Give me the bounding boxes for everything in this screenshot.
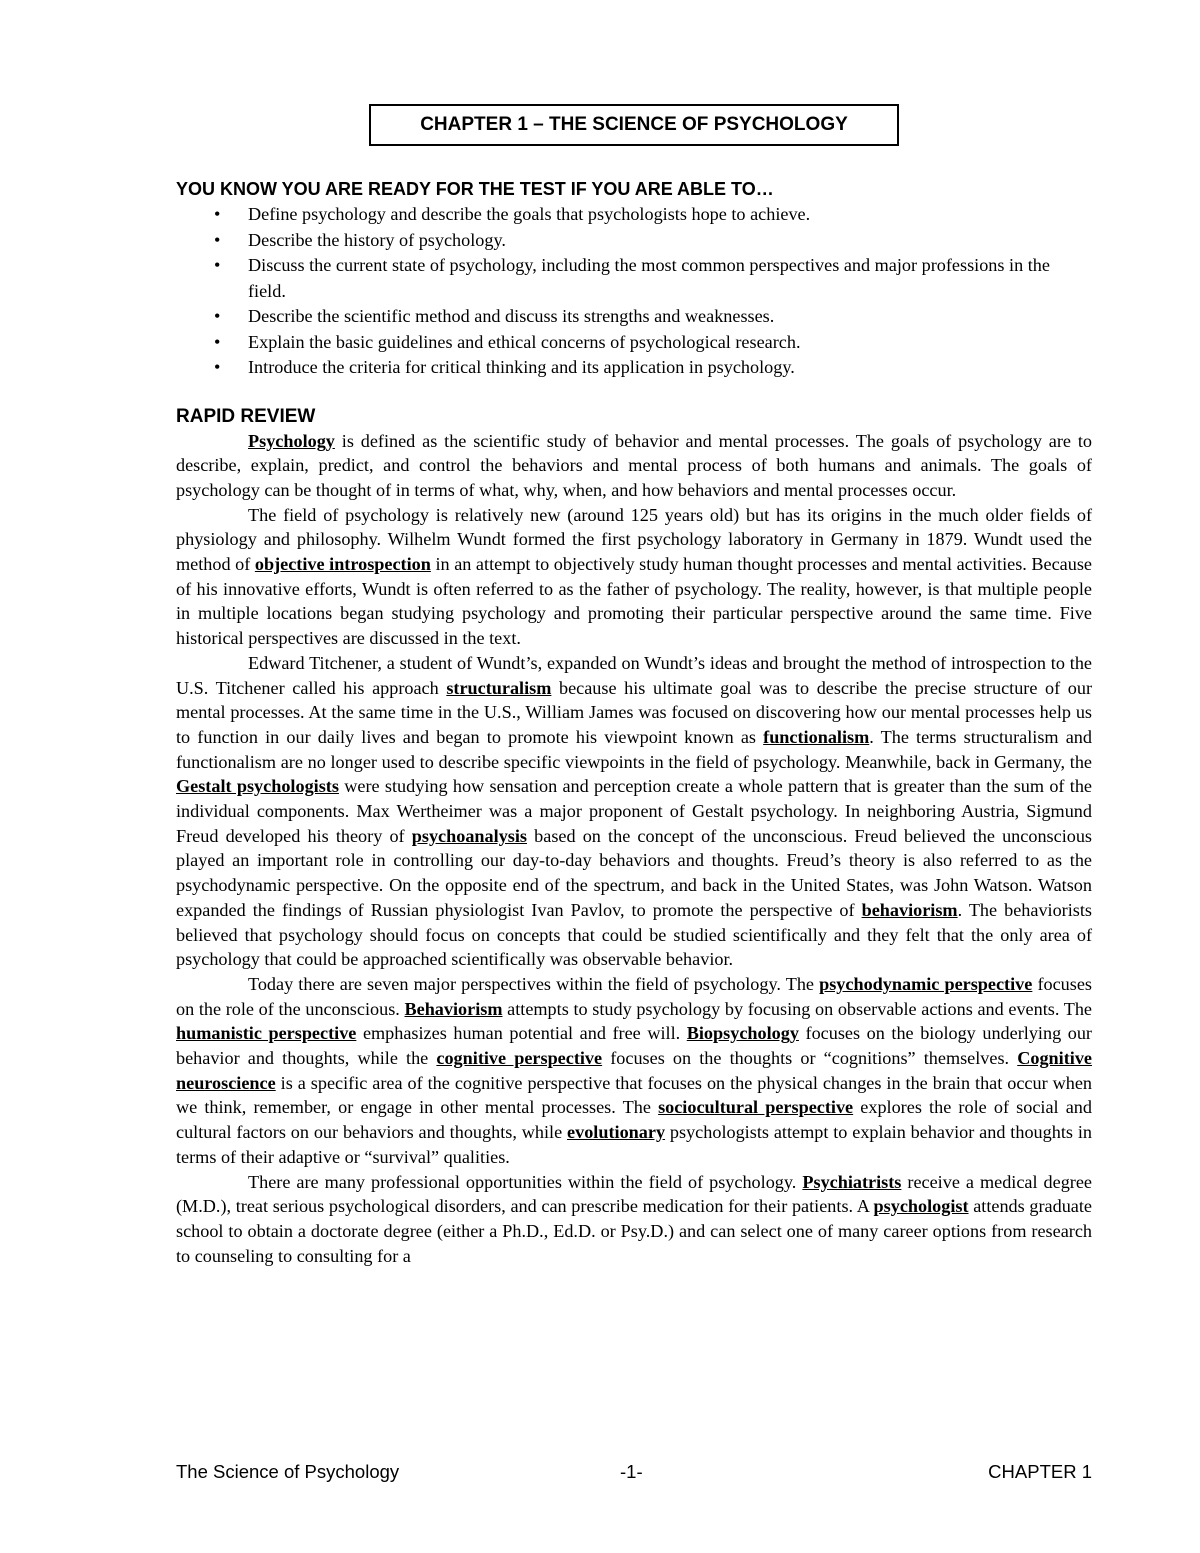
review-paragraph-perspectives-history	[176, 651, 1092, 972]
paragraph-text: receive a medical degree (M.D.), treat serious psychological disorders, and can prescribe medication for their patients. A	[176, 1171, 1093, 1217]
chapter-title: CHAPTER 1 – THE SCIENCE OF PSYCHOLOGY	[369, 104, 899, 146]
paragraph-text: based on the concept of the unconscious. Freud believed the unconscious played an important role in controlling our day-to-day behaviors and thoughts. Freud’s theory is also referred to as the psychodynamic perspective. On the opposite end of the spectrum, and back in the United States, was John Watson. Watson expanded the findings of Russian physiologist Ivan Pavlov, to promote the perspective of	[176, 825, 1093, 920]
rapid-review-heading: RAPID REVIEW	[176, 405, 316, 427]
paragraph-text: emphasizes human potential and free will.	[356, 1023, 687, 1044]
paragraph-text: attends graduate school to obtain a doctorate degree (either a Ph.D., Ed.D. or Psy.D.) and can select one of many career options from research to counseling to consulting for a	[176, 1196, 1092, 1266]
objective-text: Describe the history of psychology.	[248, 229, 506, 250]
footer-page-number: -1-	[620, 1461, 643, 1482]
key-term: psychologist	[873, 1196, 969, 1217]
objective-item	[176, 304, 1092, 330]
rapid-review-body	[176, 429, 1092, 1269]
paragraph-text: focuses on the biology underlying our behavior and thoughts, while the	[176, 1023, 1092, 1069]
page-footer	[176, 1460, 1092, 1484]
key-term: Gestalt psychologists	[176, 776, 339, 797]
bullet-icon: •	[214, 255, 221, 275]
key-term: structuralism	[446, 677, 552, 698]
key-term: psychoanalysis	[411, 825, 527, 846]
paragraph-text: explores the role of social and cultural factors on our behaviors and thoughts, while	[176, 1097, 1092, 1143]
review-paragraph-history	[176, 503, 1092, 651]
paragraph-text: The field of psychology is relatively new (around 125 years old) but has its origins in the much older fields of physiology and philosophy. Wilhelm Wundt formed the first psychology laboratory in Germany in 1879. Wundt used the method of	[176, 504, 1092, 575]
key-term: objective introspection	[254, 554, 431, 575]
objectives-list	[176, 202, 1092, 381]
key-term: humanistic perspective	[176, 1023, 357, 1044]
objective-text: Introduce the criteria for critical thinking and its application in psychology.	[248, 357, 795, 377]
paragraph-text: psychologists attempt to explain behavior and thoughts in terms of their adaptive or “survival” qualities.	[176, 1122, 1092, 1167]
paragraph-text: focuses on the thoughts or “cognitions” themselves.	[602, 1048, 1018, 1069]
key-term: behaviorism	[861, 899, 958, 920]
objective-item	[176, 330, 1092, 356]
review-paragraph-professions	[176, 1170, 1092, 1269]
bullet-icon: •	[214, 357, 221, 377]
paragraph-text: is defined as the scientific study of behavior and mental processes. The goals of psychology are to describe, explain, predict, and control the behaviors and mental process of both humans and animals. The goals of psychology can be thought of in terms of what, why, when, and how behaviors and mental processes occur.	[176, 430, 1092, 500]
key-term: Biopsychology	[686, 1023, 799, 1044]
key-term: evolutionary	[567, 1122, 666, 1143]
paragraph-text: focuses on the role of the unconscious.	[176, 973, 1092, 1019]
bullet-icon: •	[214, 204, 221, 224]
key-term: functionalism	[763, 726, 870, 747]
objective-text: Describe the scientific method and discuss its strengths and weaknesses.	[248, 306, 775, 326]
key-term: Behaviorism	[404, 998, 503, 1019]
paragraph-text: because his ultimate goal was to describe the precise structure of our mental processes. At the same time in the U.S., William James was focused on discovering how our mental processes help us to function in our daily lives and began to promote his viewpoint known as	[176, 677, 1092, 747]
bullet-icon: •	[214, 306, 221, 326]
objective-text: Explain the basic guidelines and ethical concerns of psychological research.	[248, 331, 801, 352]
key-term: Cognitive neuroscience	[176, 1048, 1093, 1093]
document-page	[176, 104, 1092, 1268]
objective-item	[176, 355, 1092, 381]
paragraph-text: . The terms structuralism and functionalism are no longer used to describe specific viewpoints in the field of psychology. Meanwhile, back in Germany, the	[176, 726, 1092, 772]
footer-chapter-label: CHAPTER 1	[988, 1461, 1092, 1482]
paragraph-text: is a specific area of the cognitive perspective that focuses on the physical changes in the brain that occur when we think, remember, or engage in other mental processes. The	[176, 1072, 1092, 1118]
key-term: sociocultural perspective	[658, 1097, 854, 1118]
paragraph-text: Edward Titchener, a student of Wundt’s, expanded on Wundt’s ideas and brought the method of introspection to the U.S. Titchener called his approach	[176, 652, 1092, 698]
key-term: psychodynamic perspective	[819, 973, 1033, 994]
footer-book-title: The Science of Psychology	[176, 1461, 400, 1482]
review-paragraph-definition	[176, 429, 1092, 503]
paragraph-text: attempts to study psychology by focusing on observable actions and events. The	[502, 998, 1092, 1019]
paragraph-text: . The behaviorists believed that psychology should focus on concepts that could be studied scientifically and they felt that the only area of psychology that could be approached scientifically was observable behavior.	[176, 899, 1092, 970]
paragraph-text: Today there are seven major perspectives within the field of psychology. The	[248, 973, 820, 994]
key-term: Psychiatrists	[802, 1171, 902, 1192]
paragraph-text: were studying how sensation and perception create a whole pattern that is greater than the sum of the individual components. Max Wertheimer was a major proponent of Gestalt psychology. In neighboring Austria, Sigmund Freud developed his theory of	[176, 776, 1093, 846]
objective-item	[176, 228, 1092, 254]
key-term: Psychology	[248, 430, 335, 451]
objective-text: Discuss the current state of psychology, including the most common perspectives and major professions in the field.	[248, 255, 1050, 301]
objective-item	[176, 202, 1092, 228]
review-paragraph-modern-perspectives	[176, 972, 1092, 1170]
paragraph-text: There are many professional opportunities within the field of psychology.	[248, 1171, 803, 1192]
objective-text: Define psychology and describe the goals that psychologists hope to achieve.	[248, 204, 811, 224]
ready-heading: YOU KNOW YOU ARE READY FOR THE TEST IF YOU ARE ABLE TO…	[176, 179, 774, 199]
bullet-icon: •	[214, 331, 221, 352]
bullet-icon: •	[214, 229, 221, 250]
paragraph-text: in an attempt to objectively study human thought processes and mental activities. Because of his innovative efforts, Wundt is often referred to as the father of psychology. The reality, however, is that multiple people in multiple locations began studying psychology and promoting their particular perspective around the same time. Five historical perspectives are discussed in the text.	[176, 554, 1092, 649]
key-term: cognitive perspective	[436, 1048, 603, 1069]
objective-item	[176, 253, 1092, 304]
